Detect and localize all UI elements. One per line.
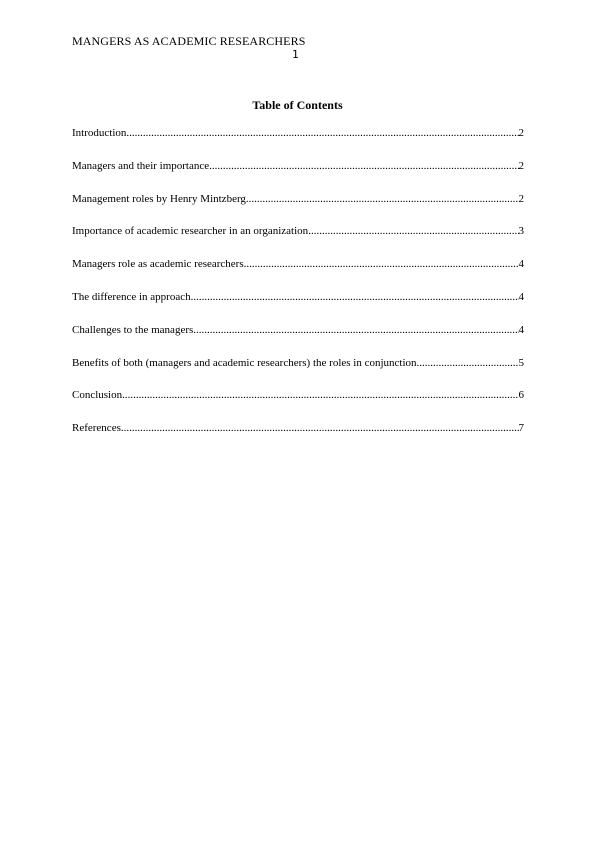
toc-dot-leader [246,192,519,206]
toc-entry-label: Challenges to the managers [72,323,194,336]
toc-dot-leader [417,356,519,370]
toc-dot-leader [121,421,519,435]
toc-entry-page: 7 [518,422,524,435]
toc-list [72,126,524,454]
running-head: MANGERS AS ACADEMIC RESEARCHERS [72,34,306,48]
toc-entry-management-roles[interactable] [72,192,524,225]
toc-entry-label: Importance of academic researcher in an organization [72,225,309,238]
toc-entry-challenges[interactable] [72,323,524,356]
toc-entry-page: 2 [518,159,524,172]
toc-entry-label: Conclusion [72,389,123,402]
toc-entry-conclusion[interactable] [72,388,524,421]
toc-entry-page: 3 [518,225,524,238]
toc-entry-difference-approach[interactable] [72,290,524,323]
toc-entry-managers-importance[interactable] [72,159,524,192]
toc-entry-references[interactable] [72,421,524,454]
toc-entry-page: 2 [518,192,524,205]
toc-entry-managers-role[interactable] [72,257,524,290]
toc-dot-leader [191,290,519,304]
toc-entry-page: 5 [518,356,524,369]
toc-entry-page: 6 [518,389,524,402]
toc-dot-leader [209,159,518,173]
toc-dot-leader [122,388,518,402]
toc-dot-leader [126,126,518,140]
toc-entry-label: References [72,422,121,435]
toc-title: Table of Contents [252,98,343,112]
toc-dot-leader [308,224,518,238]
toc-entry-introduction[interactable] [72,126,524,159]
page-number: 1 [292,48,299,61]
toc-entry-label: Managers and their importance [72,159,210,172]
toc-entry-label: The difference in approach [72,290,191,303]
toc-entry-label: Benefits of both (managers and academic researchers) the roles in conjunction [72,356,417,369]
toc-dot-leader [244,257,519,271]
toc-entry-page: 4 [518,290,524,303]
toc-entry-label: Management roles by Henry Mintzberg [72,192,246,205]
toc-entry-benefits[interactable] [72,356,524,389]
toc-entry-label: Managers role as academic researchers [72,258,244,271]
toc-entry-label: Introduction [72,127,127,139]
toc-dot-leader [193,323,518,337]
toc-entry-page: 4 [518,258,524,271]
toc-entry-page: 2 [518,127,524,139]
toc-entry-page: 4 [518,323,524,336]
toc-entry-academic-researcher-importance[interactable] [72,224,524,257]
